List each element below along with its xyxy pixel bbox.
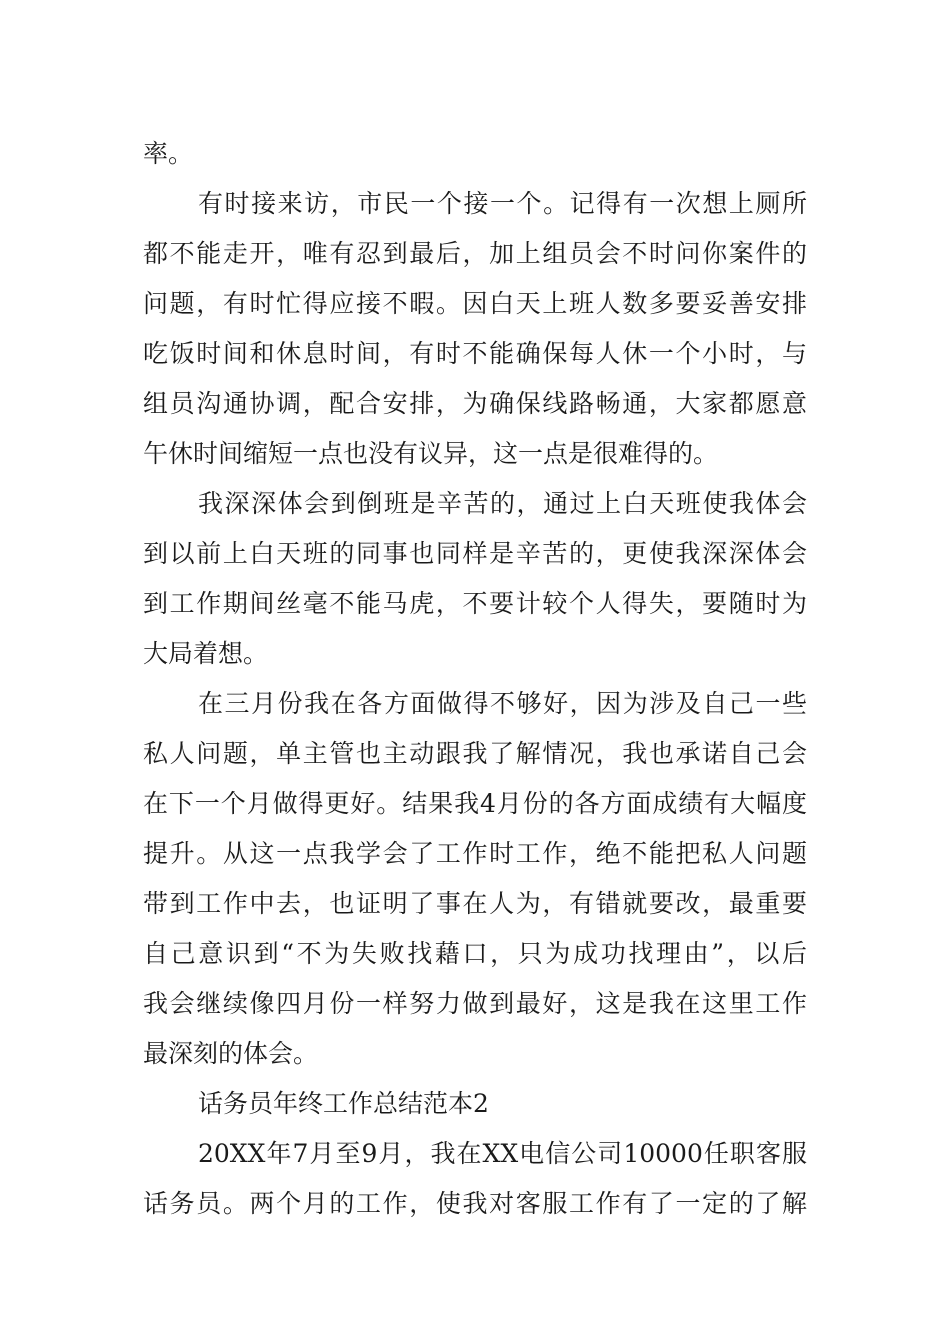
text-line: 我会继续像四月份一样努力做到最好，这是我在这里工作	[143, 989, 807, 1018]
text-line: 有时接来访，市民一个接一个。记得有一次想上厕所	[198, 189, 807, 218]
text-line: 午休时间缩短一点也没有议异，这一点是很难得的。	[143, 439, 719, 468]
text-line: 我深深体会到倒班是辛苦的，通过上白天班使我体会	[198, 489, 807, 518]
text-line: 都不能走开，唯有忍到最后，加上组员会不时问你案件的	[143, 239, 807, 268]
text-line: 带到工作中去，也证明了事在人为，有错就要改，最重要	[143, 889, 807, 918]
section-heading: 话务员年终工作总结范本2	[198, 1089, 489, 1118]
text-line: 吃饭时间和休息时间，有时不能确保每人休一个小时，与	[143, 339, 807, 368]
text-line: 率。	[143, 139, 194, 168]
text-line: 组员沟通协调，配合安排，为确保线路畅通，大家都愿意	[143, 389, 807, 418]
text-line: 问题，有时忙得应接不暇。因白天上班人数多要妥善安排	[143, 289, 807, 318]
text-line: 在下一个月做得更好。结果我4月份的各方面成绩有大幅度	[143, 789, 807, 818]
text-line: 到以前上白天班的同事也同样是辛苦的，更使我深深体会	[143, 539, 807, 568]
text-line: 私人问题，单主管也主动跟我了解情况，我也承诺自己会	[143, 739, 807, 768]
text-line: 20XX年7月至9月，我在XX电信公司10000任职客服	[198, 1139, 807, 1168]
text-line: 到工作期间丝毫不能马虎，不要计较个人得失，要随时为	[143, 589, 807, 618]
text-line: 话务员。两个月的工作，使我对客服工作有了一定的了解	[143, 1189, 807, 1218]
text-line: 大局着想。	[143, 639, 269, 668]
text-line: 在三月份我在各方面做得不够好，因为涉及自己一些	[198, 689, 807, 718]
text-line: 提升。从这一点我学会了工作时工作，绝不能把私人问题	[143, 839, 807, 868]
text-line: 自己意识到“不为失败找藉口，只为成功找理由”，以后	[143, 939, 807, 968]
text-line: 最深刻的体会。	[143, 1039, 319, 1068]
